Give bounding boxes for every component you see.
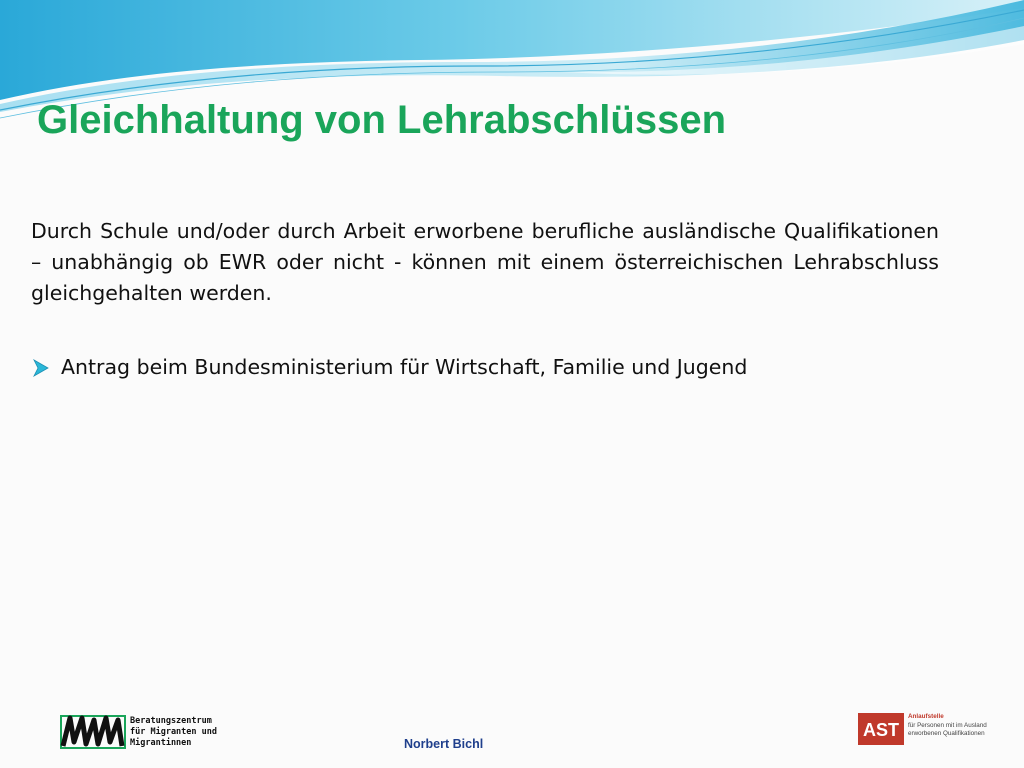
logo-line: für Personen mit im Ausland <box>908 721 987 729</box>
logo-line: Beratungszentrum <box>130 715 212 726</box>
beratungszentrum-logo <box>60 712 217 752</box>
slide-title: Gleichhaltung von Lehrabschlüssen <box>37 98 727 142</box>
bullet-item <box>31 352 747 383</box>
logo-line: Migrantinnen <box>130 737 192 748</box>
beratungszentrum-logo-icon <box>60 712 126 752</box>
logo-line: für Migranten und <box>130 726 217 737</box>
author-name: Norbert Bichl <box>404 737 484 751</box>
bullet-text: Antrag beim Bundesministerium für Wirtschaft, Familie und Jugend <box>61 355 748 379</box>
ast-logo-icon <box>858 713 904 745</box>
beratungszentrum-logo-text <box>130 716 217 749</box>
ast-logo <box>858 713 987 745</box>
logo-line: Anlaufstelle <box>908 713 944 720</box>
ast-logo-text: AST <box>863 720 899 740</box>
body-paragraph: Durch Schule und/oder durch Arbeit erworbene berufliche ausländische Qualifikationen – unabhängig ob EWR oder nicht - können mit einem österreichischen Lehrabschluss gleichgehalten werden. <box>31 219 939 305</box>
logo-line: erworbenen Qualifikationen <box>908 730 985 737</box>
arrow-bullet-icon <box>31 358 51 378</box>
ast-logo-text-block <box>908 713 987 739</box>
